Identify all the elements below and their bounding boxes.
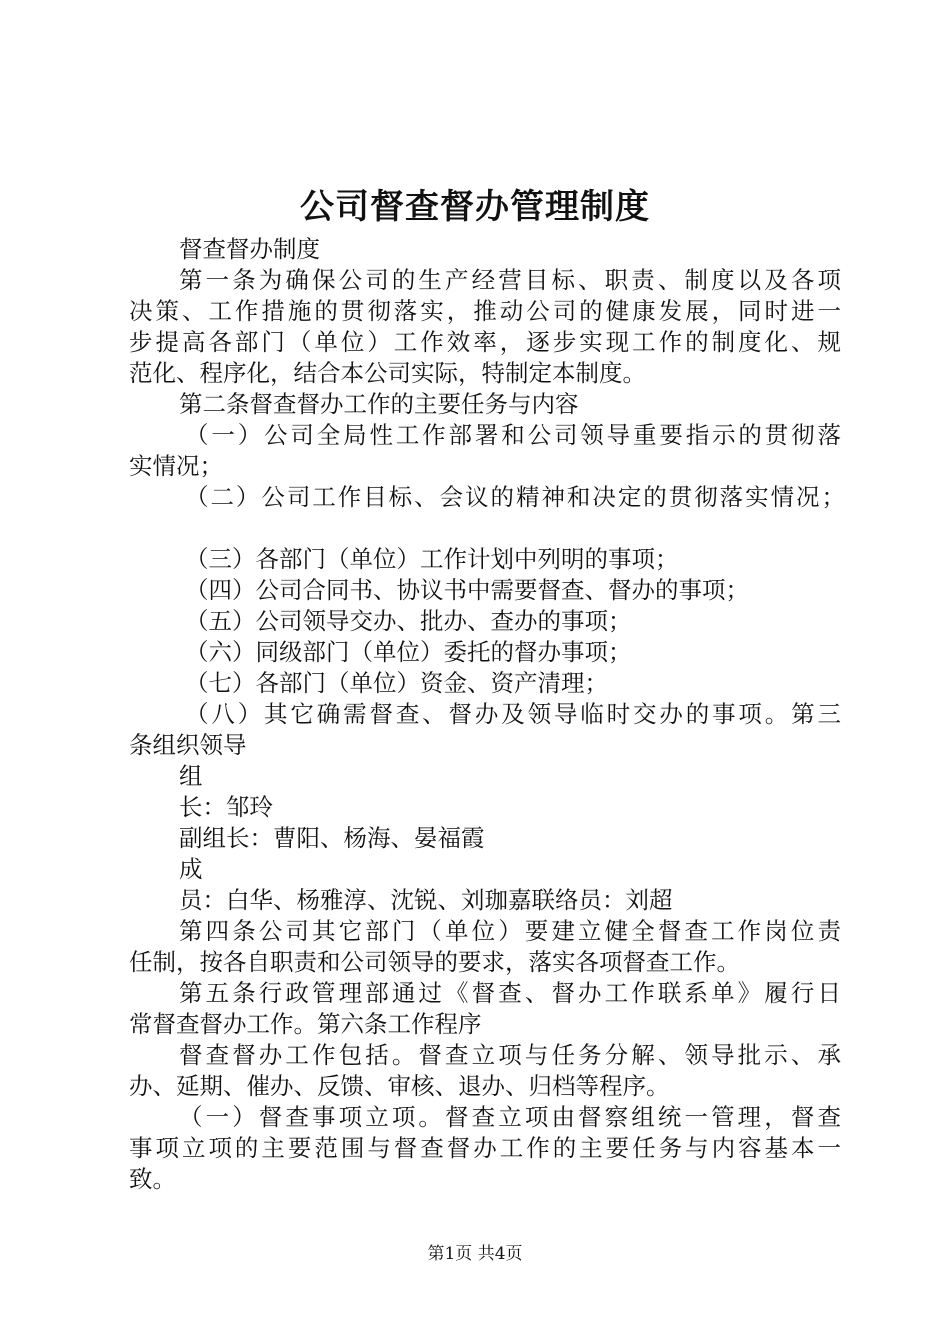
paragraph-line: 成 (179, 855, 203, 883)
document-body (129, 234, 845, 1195)
paragraph-line: （八）其它确需督查、督办及领导临时交办的事项。第三 (185, 700, 841, 728)
paragraph-line: （四）公司合同书、协议书中需要督查、督办的事项； (185, 576, 749, 604)
paragraph-line: 督查督办工作包括。督查立项与任务分解、领导批示、承 (179, 1041, 841, 1069)
paragraph-line: 办、延期、催办、反馈、审核、退办、归档等程序。 (129, 1072, 670, 1100)
page-number-footer: 第1页 共4页 (427, 1244, 523, 1264)
paragraph-line: 组 (179, 762, 203, 790)
paragraph-line: 常督查督办工作。第六条工作程序 (129, 1010, 482, 1038)
paragraph-line: （二）公司工作目标、会议的精神和决定的贯彻落实情况； (185, 483, 845, 511)
paragraph-line: 致。 (129, 1165, 176, 1193)
paragraph-line: （五）公司领导交办、批办、查办的事项； (185, 607, 632, 635)
paragraph-line: 决策、工作措施的贯彻落实，推动公司的健康发展，同时进一 (129, 297, 841, 325)
paragraph-line: 第五条行政管理部通过《督查、督办工作联系单》履行日 (179, 979, 841, 1007)
paragraph-line: 步提高各部门（单位）工作效率，逐步实现工作的制度化、规 (129, 328, 841, 356)
paragraph-line: 副组长：曹阳、杨海、晏福霞 (179, 824, 485, 852)
paragraph-line: （一）公司全局性工作部署和公司领导重要指示的贯彻落 (185, 421, 841, 449)
paragraph-line: （三）各部门（单位）工作计划中列明的事项； (185, 545, 679, 573)
paragraph-line: 条组织领导 (129, 731, 247, 759)
paragraph-line: （七）各部门（单位）资金、资产清理； (185, 669, 608, 697)
paragraph-line: 督查督办制度 (179, 235, 320, 263)
paragraph-line: （一）督查事项立项。督查立项由督察组统一管理，督查 (179, 1103, 841, 1131)
paragraph-line: 员：白华、杨雅淳、沈锐、刘珈嘉联络员：刘超 (179, 886, 673, 914)
paragraph-line: 实情况； (129, 452, 223, 480)
document-title: 公司督查督办管理制度 (300, 187, 650, 227)
paragraph-line: 长：邹玲 (179, 793, 273, 821)
paragraph-line: 范化、程序化，结合本公司实际，特制定本制度。 (129, 359, 646, 387)
blank-line (129, 513, 841, 544)
paragraph-line: 第一条为确保公司的生产经营目标、职责、制度以及各项 (179, 266, 841, 294)
paragraph-line: 第二条督查督办工作的主要任务与内容 (179, 390, 579, 418)
paragraph-line: 第四条公司其它部门（单位）要建立健全督查工作岗位责 (179, 917, 841, 945)
paragraph-line: 任制，按各自职责和公司领导的要求，落实各项督查工作。 (129, 948, 740, 976)
paragraph-line: 事项立项的主要范围与督查督办工作的主要任务与内容基本一 (129, 1134, 841, 1162)
paragraph-line: （六）同级部门（单位）委托的督办事项； (185, 638, 632, 666)
